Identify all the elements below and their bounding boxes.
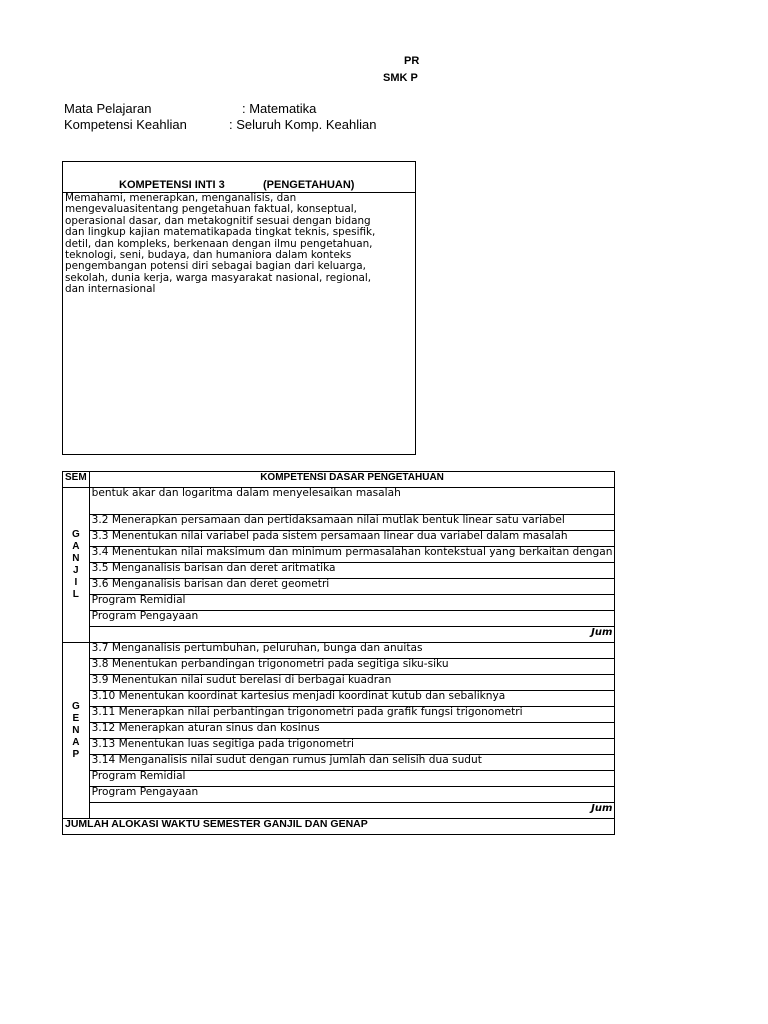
ki3-description	[63, 193, 415, 296]
genap-enrichment: Program Pengayaan	[89, 787, 615, 803]
kd-ganjil-2: 3.2 Menerapkan persamaan dan pertidaksamaan nilai mutlak bentuk linear satu variabel	[89, 515, 615, 531]
col-sem-header: SEM	[63, 472, 90, 488]
kd-genap-4: 3.10 Menentukan koordinat kartesius menjadi koordinat kutub dan sebaliknya	[89, 691, 615, 707]
table-row	[63, 675, 615, 691]
ki3-line: mengevaluasitentang pengetahuan faktual, konseptual,	[65, 203, 357, 216]
table-row	[63, 579, 615, 595]
kd-genap-8: 3.14 Menganalisis nilai sudut dengan rumus jumlah dan selisih dua sudut	[89, 755, 615, 771]
table-row	[63, 627, 615, 643]
grand-total-label: JUMLAH ALOKASI WAKTU SEMESTER GANJIL DAN GENAP	[63, 819, 615, 835]
table-row	[63, 771, 615, 787]
kd-genap-6: 3.12 Menerapkan aturan sinus dan kosinus	[89, 723, 615, 739]
ki3-box	[62, 161, 416, 455]
table-row	[63, 531, 615, 547]
sem-genap-label: G E N A P	[63, 643, 90, 819]
kd-ganjil-4: 3.4 Menentukan nilai maksimum dan minimum permasalahan kontekstual yang berkaitan dengan	[89, 547, 615, 563]
sem-ganjil-label: G A N J I L	[63, 488, 90, 643]
ganjil-enrichment: Program Pengayaan	[89, 611, 615, 627]
ki3-line: operasional dasar, dan metakognitif sesuai dengan bidang	[65, 214, 371, 227]
table-row	[63, 707, 615, 723]
table-row	[63, 595, 615, 611]
subject-value: : Matematika	[242, 101, 317, 116]
ki3-line: Memahami, menerapkan, menganalisis, dan	[65, 192, 297, 204]
ki3-line: teknologi, seni, budaya, dan humaniora dalam konteks	[65, 249, 352, 262]
table-row	[63, 803, 615, 819]
kd-ganjil-1: bentuk akar dan logaritma dalam menyelesaikan masalah	[89, 488, 615, 515]
kd-genap-1: 3.7 Menganalisis pertumbuhan, peluruhan, bunga dan anuitas	[89, 643, 615, 659]
subject-label: Mata Pelajaran	[64, 101, 152, 116]
kd-genap-7: 3.13 Menentukan luas segitiga pada trigonometri	[89, 739, 615, 755]
ki3-line: dan internasional	[65, 283, 156, 296]
ganjil-subtotal: Jum	[89, 627, 615, 643]
table-row	[63, 643, 615, 659]
table-row	[63, 515, 615, 531]
ki3-title-left: KOMPETENSI INTI 3	[119, 179, 225, 191]
genap-remedial: Program Remidial	[89, 771, 615, 787]
table-row	[63, 755, 615, 771]
table-total-row	[63, 819, 615, 835]
kd-genap-3: 3.9 Menentukan nilai sudut berelasi di berbagai kuadran	[89, 675, 615, 691]
ki3-line: pengembangan potensi diri sebagai bagian dari keluarga,	[65, 260, 366, 273]
table-header-row	[63, 472, 615, 488]
kd-ganjil-5: 3.5 Menganalisis barisan dan deret aritmatika	[89, 563, 615, 579]
doc-title-line2: SMK P	[383, 72, 418, 84]
ki3-title-right: (PENGETAHUAN)	[263, 179, 355, 191]
expertise-value: : Seluruh Komp. Keahlian	[229, 117, 377, 132]
table-row	[63, 723, 615, 739]
doc-title-line1: PR	[404, 55, 420, 67]
expertise-label: Kompetensi Keahlian	[64, 117, 187, 132]
genap-subtotal: Jum	[89, 803, 615, 819]
table-row	[63, 659, 615, 675]
ki3-line: dan lingkup kajian matematikapada tingkat teknis, spesifik,	[65, 226, 376, 239]
ki3-line: sekolah, dunia kerja, warga masyarakat nasional, regional,	[65, 271, 372, 284]
table-row	[63, 563, 615, 579]
table-row	[63, 787, 615, 803]
col-kd-header: KOMPETENSI DASAR PENGETAHUAN	[89, 472, 615, 488]
kd-genap-2: 3.8 Menentukan perbandingan trigonometri pada segitiga siku-siku	[89, 659, 615, 675]
kd-ganjil-3: 3.3 Menentukan nilai variabel pada sistem persamaan linear dua variabel dalam masalah	[89, 531, 615, 547]
ganjil-remedial: Program Remidial	[89, 595, 615, 611]
table-row	[63, 611, 615, 627]
kd-table	[62, 471, 615, 835]
kd-ganjil-6: 3.6 Menganalisis barisan dan deret geometri	[89, 579, 615, 595]
table-row	[63, 488, 615, 515]
table-row	[63, 739, 615, 755]
table-row	[63, 691, 615, 707]
ki3-line: detil, dan kompleks, berkenaan dengan ilmu pengetahuan,	[65, 237, 373, 250]
kd-genap-5: 3.11 Menerapkan nilai perbantingan trigonometri pada grafik fungsi trigonometri	[89, 707, 615, 723]
table-row	[63, 547, 615, 563]
ki3-title	[63, 162, 415, 193]
